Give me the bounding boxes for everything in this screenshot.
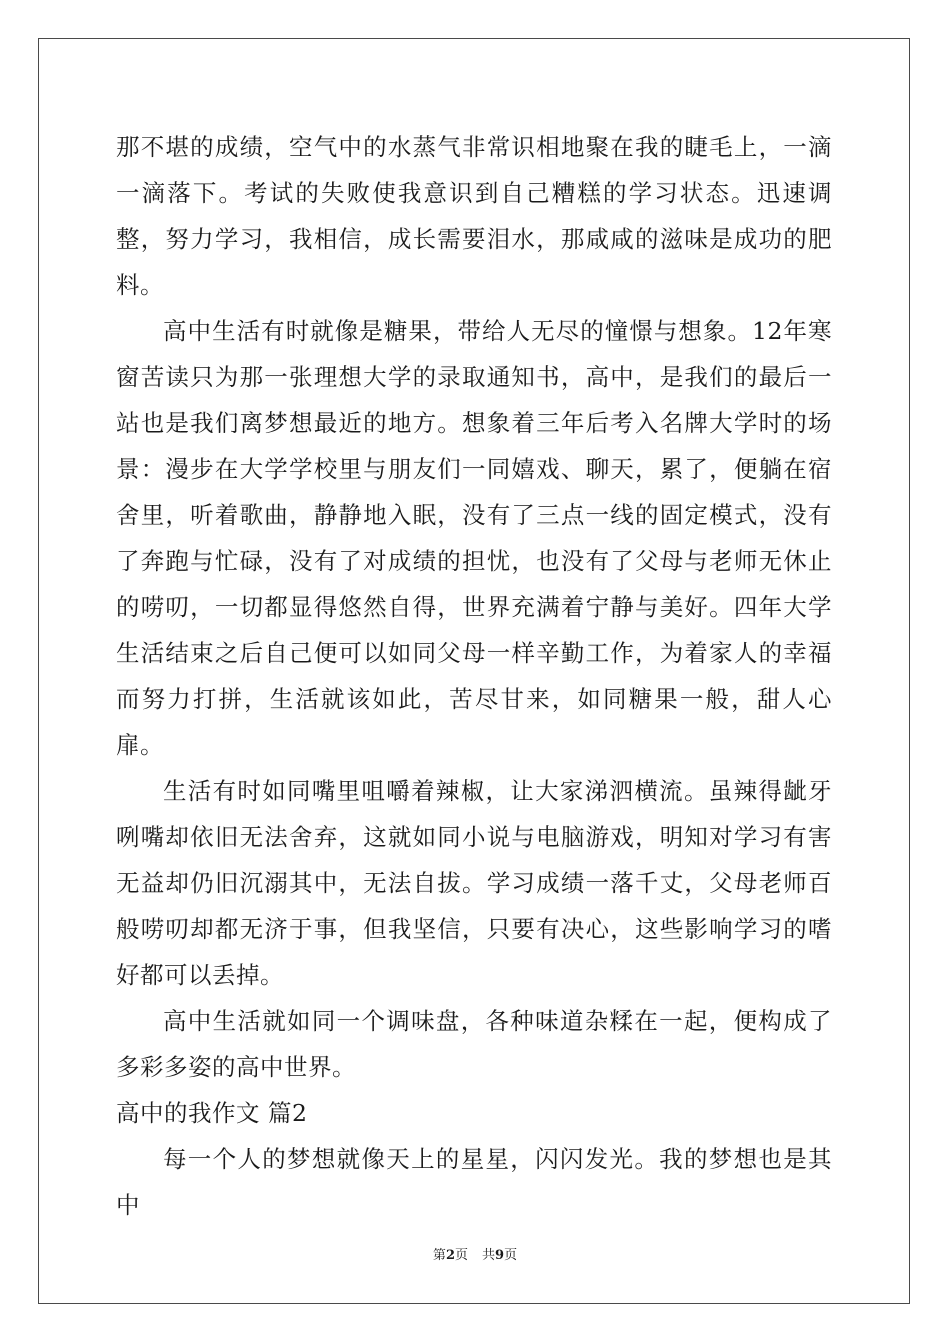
page-number: 2 [445,1248,455,1263]
paragraph-2: 高中生活有时就像是糖果，带给人无尽的憧憬与想象。12年寒窗苦读只为那一张理想大学的录取通知书，高中，是我们的最后一站也是我们离梦想最近的地方。想象着三年后考入名牌大学时的场景：漫步在大学学校里与朋友们一同嬉戏、聊天，累了，便躺在宿舍里，听着歌曲，静静地入眠，没有了三点一线的固定模式，没有了奔跑与忙碌，没有了对成绩的担忧，也没有了父母与老师无休止的唠叨，一切都显得悠然自得，世界充满着宁静与美好。四年大学生活结束之后自己便可以如同父母一样辛勤工作，为着家人的幸福而努力打拼，生活就该如此，苦尽甘来，如同糖果一般，甜人心扉。 [116,317,832,759]
total-pages: 9 [495,1248,505,1263]
paragraph-5: 每一个人的梦想就像天上的星星，闪闪发光。我的梦想也是其中 [116,1145,832,1219]
total-suffix: 页 [504,1248,518,1263]
section-heading: 高中的我作文 篇2 [116,1099,308,1127]
paragraph-4: 高中生活就如同一个调味盘，各种味道杂糅在一起，便构成了多彩多姿的高中世界。 [116,1007,832,1081]
page-suffix: 页 [454,1248,468,1263]
total-prefix: 共 [482,1248,496,1263]
page-footer [0,1244,950,1263]
page-prefix: 第 [432,1248,446,1263]
paragraph-1: 那不堪的成绩，空气中的水蒸气非常识相地聚在我的睫毛上，一滴一滴落下。考试的失败使我意识到自己糟糕的学习状态。迅速调整，努力学习，我相信，成长需要泪水，那咸咸的滋味是成功的肥料。 [116,133,832,299]
document-body [116,124,832,1228]
paragraph-3: 生活有时如同嘴里咀嚼着辣椒，让大家涕泗横流。虽辣得龇牙咧嘴却依旧无法舍弃，这就如同小说与电脑游戏，明知对学习有害无益却仍旧沉溺其中，无法自拔。学习成绩一落千丈，父母老师百般唠叨却都无济于事，但我坚信，只要有决心，这些影响学习的嗜好都可以丢掉。 [116,777,832,989]
